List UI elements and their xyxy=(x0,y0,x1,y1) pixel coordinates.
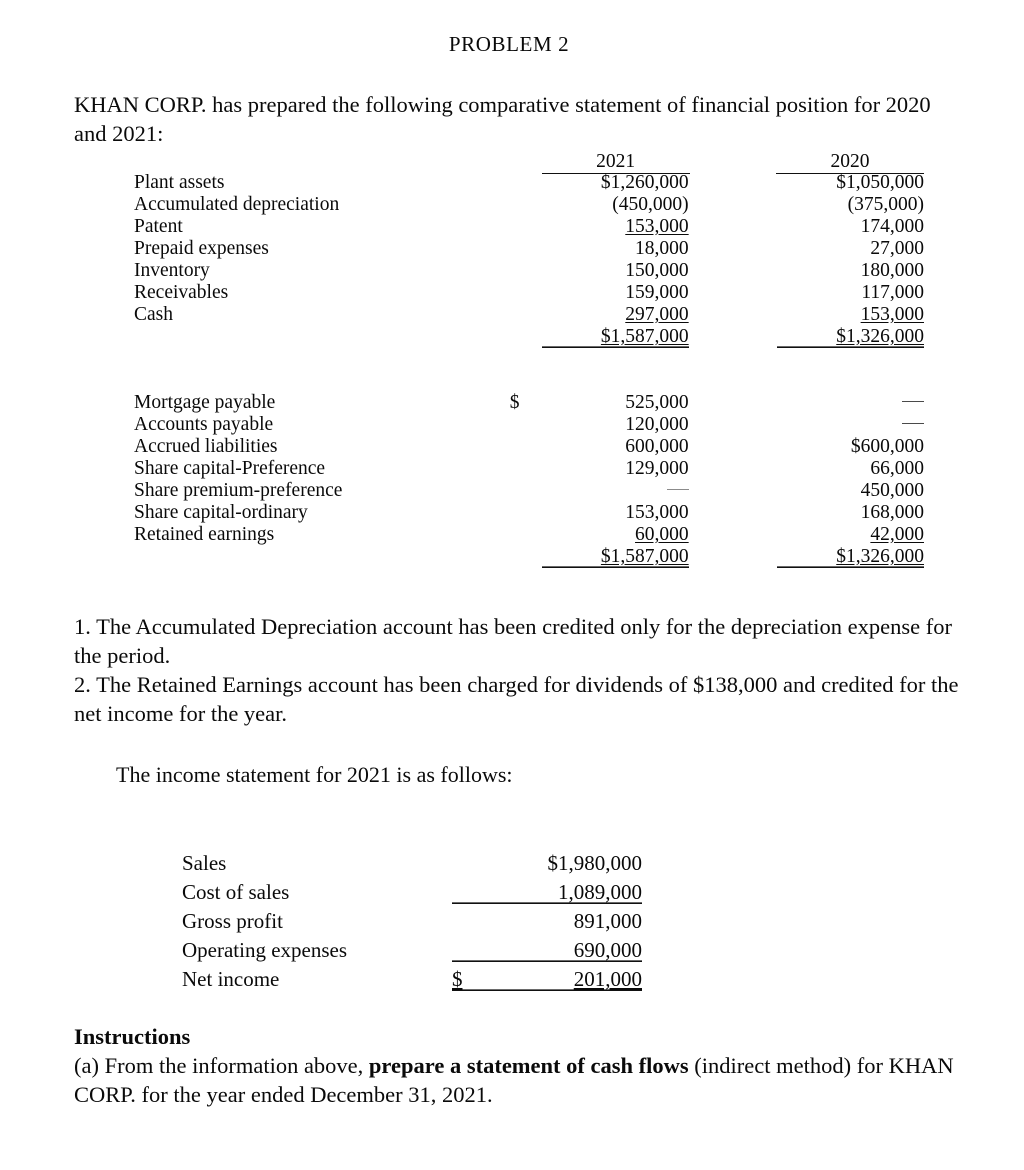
total-2021: $1,587,000 xyxy=(542,326,689,348)
table-row xyxy=(134,524,924,546)
row-label: Patent xyxy=(134,216,183,237)
header-gap xyxy=(690,150,741,174)
cell-2020 xyxy=(777,414,924,436)
income-statement-lead-in: The income statement for 2021 is as follows: xyxy=(116,762,513,787)
total-currency xyxy=(504,546,542,568)
total-currency-2020 xyxy=(739,326,777,348)
row-currency xyxy=(504,436,542,458)
cell-2021: 297,000 xyxy=(625,304,689,325)
assets-table xyxy=(134,172,924,348)
total-label xyxy=(134,326,504,348)
cell-2020: 153,000 xyxy=(860,304,924,325)
nil-dash-icon xyxy=(667,489,689,490)
header-spacer xyxy=(134,150,506,174)
row-currency-2020 xyxy=(739,260,777,282)
cell-2021: 600,000 xyxy=(625,436,689,457)
row-gap xyxy=(689,436,739,458)
row-label: Share capital-Preference xyxy=(134,458,326,479)
cell-2020: $1,050,000 xyxy=(836,172,924,193)
column-header-2021: 2021 xyxy=(542,150,690,174)
table-row xyxy=(134,260,924,282)
row-gap xyxy=(689,282,739,304)
cell-2021: 150,000 xyxy=(625,260,689,281)
row-currency xyxy=(504,502,542,524)
table-row-total xyxy=(182,962,642,991)
row-currency-2020 xyxy=(739,524,777,546)
total-currency: $ xyxy=(452,962,478,991)
instructions-part-a xyxy=(74,1051,974,1109)
row-label: Share premium-preference xyxy=(134,480,343,501)
note-2: 2. The Retained Earnings account has been charged for dividends of $138,000 and credited for the net income for the year. xyxy=(74,672,959,726)
cell-2021: 525,000 xyxy=(625,392,689,413)
row-currency xyxy=(504,524,542,546)
row-label: Retained earnings xyxy=(134,524,275,545)
total-2021: $1,587,000 xyxy=(542,546,689,568)
row-label: Cost of sales xyxy=(182,880,290,904)
instructions-text-after: (indirect method) for KHAN CORP. for the year ended December 31, 2021. xyxy=(74,1053,954,1107)
column-header-2020: 2020 xyxy=(776,150,924,174)
row-label: Share capital-ordinary xyxy=(134,502,308,523)
cell-2020: 66,000 xyxy=(870,458,924,479)
cell-2020: 180,000 xyxy=(860,260,924,281)
cell-2020: 27,000 xyxy=(870,238,924,259)
total-2020: $1,326,000 xyxy=(777,546,924,568)
table-row xyxy=(134,304,924,326)
nil-dash-icon xyxy=(902,423,924,424)
row-label: Plant assets xyxy=(134,172,225,193)
cell-2020: 174,000 xyxy=(860,216,924,237)
row-currency xyxy=(504,282,542,304)
cell-2020: 168,000 xyxy=(860,502,924,523)
row-amount: 690,000 xyxy=(478,933,642,962)
cell-2020: 117,000 xyxy=(861,282,924,303)
row-amount: 1,089,000 xyxy=(478,875,642,904)
cell-2020: 42,000 xyxy=(870,524,924,545)
table-row xyxy=(134,414,924,436)
table-row xyxy=(182,933,642,962)
table-row xyxy=(182,846,642,875)
note-1: 1. The Accumulated Depreciation account has been credited only for the depreciation expense for the period. xyxy=(74,614,952,668)
row-currency xyxy=(504,172,542,194)
total-gap xyxy=(689,326,739,348)
row-currency xyxy=(504,260,542,282)
row-currency xyxy=(504,480,542,502)
instructions-text-bold: prepare a statement of cash flows xyxy=(368,1053,689,1078)
total-label xyxy=(134,546,504,568)
row-currency-2020 xyxy=(739,304,777,326)
table-row xyxy=(134,480,924,502)
row-currency xyxy=(452,846,478,875)
row-gap xyxy=(689,392,739,414)
cell-2020: $600,000 xyxy=(850,436,924,457)
table-row xyxy=(134,502,924,524)
row-currency-2020 xyxy=(739,436,777,458)
row-currency xyxy=(452,933,478,962)
instructions-block xyxy=(74,1022,974,1109)
row-gap xyxy=(689,260,739,282)
row-label: Accrued liabilities xyxy=(134,436,278,457)
row-currency xyxy=(452,904,478,933)
table-row xyxy=(134,194,924,216)
row-currency xyxy=(504,414,542,436)
cell-2020: 450,000 xyxy=(860,480,924,501)
row-label: Accounts payable xyxy=(134,414,274,435)
cell-2021: 129,000 xyxy=(625,458,689,479)
row-amount: $1,980,000 xyxy=(547,851,642,875)
total-currency-2020 xyxy=(739,546,777,568)
row-label: Inventory xyxy=(134,260,210,281)
total-gap xyxy=(689,546,739,568)
total-2020: $1,326,000 xyxy=(777,326,924,348)
table-row xyxy=(134,216,924,238)
page-title: PROBLEM 2 xyxy=(448,32,570,56)
row-gap xyxy=(689,304,739,326)
nil-dash-icon xyxy=(902,401,924,402)
notes-block xyxy=(74,612,964,728)
row-currency: $ xyxy=(509,392,520,413)
row-amount: 891,000 xyxy=(573,909,642,933)
cell-2021: 153,000 xyxy=(625,216,689,237)
row-label: Prepaid expenses xyxy=(134,238,269,259)
cell-2021: $1,260,000 xyxy=(600,172,689,193)
row-gap xyxy=(689,194,739,216)
statement-column-headers xyxy=(134,150,924,174)
table-row xyxy=(134,282,924,304)
equities-table xyxy=(134,392,924,568)
intro-paragraph: KHAN CORP. has prepared the following comparative statement of financial position for 2020 and 2021: xyxy=(74,92,931,146)
table-row xyxy=(134,172,924,194)
row-currency-2020 xyxy=(739,414,777,436)
row-currency xyxy=(504,194,542,216)
row-currency-2020 xyxy=(739,194,777,216)
row-currency xyxy=(504,238,542,260)
table-row xyxy=(134,238,924,260)
row-gap xyxy=(689,172,739,194)
row-currency xyxy=(504,216,542,238)
total-label: Net income xyxy=(182,967,280,991)
table-row-total xyxy=(134,326,924,348)
row-currency-2020 xyxy=(739,216,777,238)
row-currency-2020 xyxy=(739,282,777,304)
cell-2021 xyxy=(542,480,689,502)
row-label: Accumulated depreciation xyxy=(134,194,340,215)
row-gap xyxy=(689,502,739,524)
instructions-text-before: (a) From the information above, xyxy=(74,1053,369,1078)
cell-2020: (375,000) xyxy=(847,194,924,215)
cell-2021: 18,000 xyxy=(635,238,689,259)
row-label: Receivables xyxy=(134,282,229,303)
cell-2021: 60,000 xyxy=(635,524,689,545)
row-currency-2020 xyxy=(739,458,777,480)
row-currency-2020 xyxy=(739,480,777,502)
row-currency xyxy=(504,304,542,326)
table-row xyxy=(182,875,642,904)
row-gap xyxy=(689,216,739,238)
row-currency xyxy=(504,458,542,480)
cell-2021: 120,000 xyxy=(625,414,689,435)
row-label: Operating expenses xyxy=(182,938,348,962)
table-row-total xyxy=(134,546,924,568)
row-currency-2020 xyxy=(739,172,777,194)
row-gap xyxy=(689,238,739,260)
total-currency xyxy=(504,326,542,348)
row-label: Mortgage payable xyxy=(134,392,276,413)
header-pad-2021 xyxy=(506,150,542,174)
total-amount: 201,000 xyxy=(478,962,642,991)
row-label: Cash xyxy=(134,304,173,325)
table-row xyxy=(134,436,924,458)
cell-2021: (450,000) xyxy=(612,194,689,215)
cell-2021: 153,000 xyxy=(625,502,689,523)
row-currency-2020 xyxy=(739,502,777,524)
row-currency-2020 xyxy=(739,238,777,260)
row-gap xyxy=(689,458,739,480)
row-gap xyxy=(689,480,739,502)
header-pad-2020 xyxy=(740,150,776,174)
row-gap xyxy=(689,414,739,436)
instructions-heading: Instructions xyxy=(74,1024,191,1049)
cell-2020 xyxy=(777,392,924,414)
table-row xyxy=(182,904,642,933)
cell-2021: 159,000 xyxy=(625,282,689,303)
row-currency-2020 xyxy=(739,392,777,414)
table-row xyxy=(134,458,924,480)
row-gap xyxy=(689,524,739,546)
row-label: Gross profit xyxy=(182,909,283,933)
table-row xyxy=(134,392,924,414)
row-label: Sales xyxy=(182,851,227,875)
row-currency xyxy=(452,875,478,904)
income-statement-table xyxy=(182,846,642,991)
